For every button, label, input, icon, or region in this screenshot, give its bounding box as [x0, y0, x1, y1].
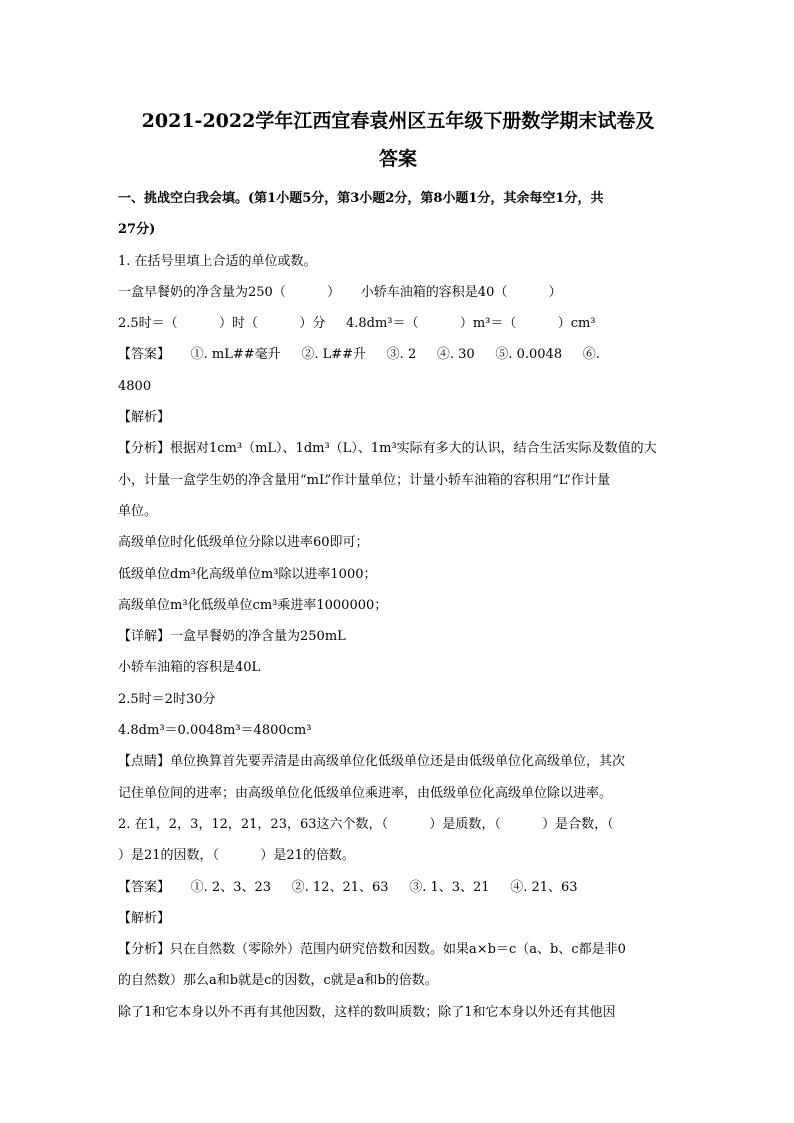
text-line: 小，计量一盒学生奶的净含量用“mL”作计量单位；计量小轿车油箱的容积用“L”作计量	[118, 472, 610, 488]
text-line: 记住单位间的进率；由高级单位化低级单位乘进率，由低级单位化高级单位除以进率。	[118, 785, 613, 801]
text-line: 【解析】	[118, 410, 171, 426]
text-line: 1. 在括号里填上合适的单位或数。	[118, 253, 317, 269]
text-line: 2.5时＝2时30分	[118, 691, 216, 707]
text-line: 【点睛】单位换算首先要弄清是由高级单位化低级单位还是由低级单位化高级单位，其次	[118, 754, 626, 770]
text-line: 【解析】	[118, 910, 171, 926]
text-line: 4.8dm³＝0.0048m³＝4800cm³	[118, 723, 312, 739]
text-line: ）是21的因数，（ ）是21的倍数。	[118, 848, 355, 864]
text-line: 2.5时＝（ ）时（ ）分 4.8dm³＝（ ）m³＝（ ）cm³	[118, 316, 596, 332]
text-line: 一盒早餐奶的净含量为250（ ） 小轿车油箱的容积是40（ ）	[118, 284, 562, 300]
text-line: 【答案】 ①. mL##毫升 ②. L##升 ③. 2 ④. 30 ⑤. 0.0048 ⑥.	[118, 347, 600, 363]
text-line: 【详解】一盒早餐奶的净含量为250mL	[118, 629, 346, 645]
text-line: 【答案】 ①. 2、3、23 ②. 12、21、63 ③. 1、3、21 ④. 21、63	[118, 879, 578, 895]
text-line: 高级单位m³化低级单位cm³乘进率1000000；	[118, 597, 388, 613]
text-line: 除了1和它本身以外不再有其他因数，这样的数叫质数；除了1和它本身以外还有其他因	[118, 1004, 616, 1020]
text-line: 低级单位dm³化高级单位m³除以进率1000；	[118, 566, 377, 582]
text-line: 的自然数）那么a和b就是c的因数，c就是a和b的倍数。	[118, 973, 438, 989]
text-line: 单位。	[118, 503, 158, 519]
text-line: 小轿车油箱的容积是40L	[118, 660, 261, 676]
text-line: 【分析】只在自然数（零除外）范围内研究倍数和因数。如果a×b＝c（a、b、c都是非0	[118, 942, 626, 958]
text-line: 4800	[118, 378, 152, 394]
text-line: 2. 在1，2，3，12，21，23，63这六个数，（ ）是质数，（ ）是合数，（	[118, 816, 614, 832]
text-line: 27分)	[118, 222, 156, 238]
text-line: 一、挑战空白我会填。(第1小题5分，第3小题2分，第8小题1分，其余每空1分，共	[118, 191, 604, 206]
document-title: 2021-2022学年江西宜春袁州区五年级下册数学期末试卷及	[141, 110, 655, 132]
text-line: 【分析】根据对1cm³（mL）、1dm³（L）、1m³实际有多大的认识，结合生活实际及数值的大	[118, 441, 657, 457]
document-body	[118, 183, 678, 1028]
document-title-continued: 答案	[378, 148, 417, 170]
text-line: 高级单位时化低级单位分除以进率60即可；	[118, 535, 369, 551]
